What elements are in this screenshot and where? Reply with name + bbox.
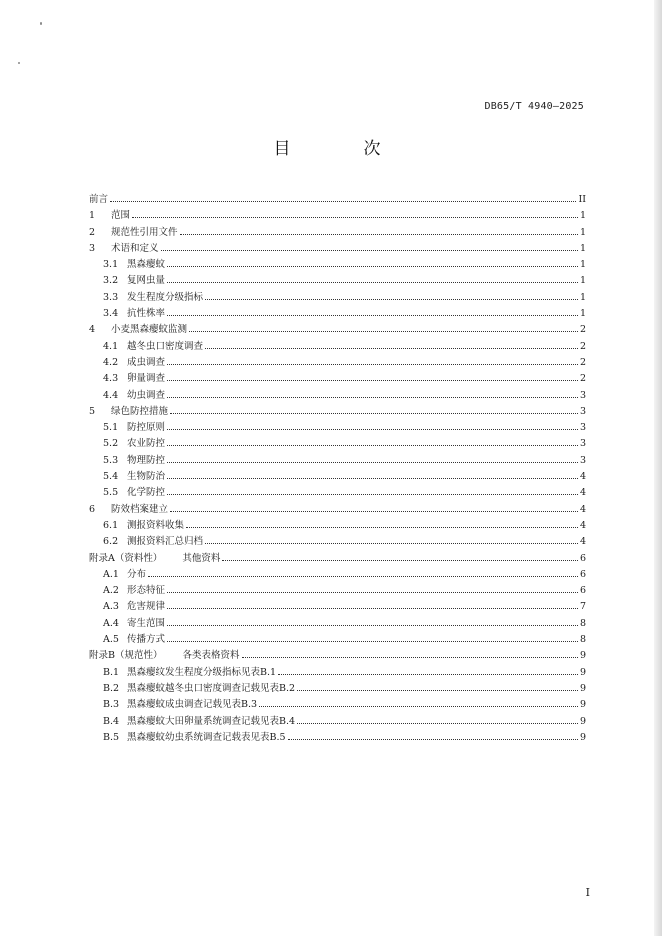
toc-entry[interactable] (89, 258, 586, 274)
toc-page-number: 3 (579, 454, 586, 466)
toc-entry-label: 生物防治 (127, 471, 166, 483)
toc-entry-number: 4 (89, 324, 96, 336)
toc-leader-dots (278, 666, 578, 675)
toc-page-number: 4 (579, 487, 586, 499)
toc-entry-label: 前言 (89, 194, 109, 205)
toc-page-number: 1 (579, 226, 586, 238)
toc-leader-dots (167, 389, 578, 398)
toc-page-number: 1 (579, 275, 586, 287)
toc-entry[interactable] (89, 356, 586, 372)
toc-entry[interactable] (89, 307, 586, 323)
toc-leader-dots (167, 617, 578, 626)
toc-entry-number: 6.2 (103, 536, 119, 548)
toc-entry-number: A.1 (103, 568, 119, 580)
scan-speck (18, 62, 20, 64)
toc-entry-label: 防效档案建立 (111, 503, 169, 515)
toc-page-number: 4 (579, 519, 586, 531)
toc-page-number: 9 (579, 682, 586, 694)
toc-entry-number: 5.5 (103, 487, 119, 499)
toc-leader-dots (148, 568, 578, 577)
toc-entry-number: 5.4 (103, 471, 119, 483)
toc-entry[interactable] (89, 698, 586, 714)
toc-page-number: 4 (579, 503, 586, 515)
toc-page-number: 1 (579, 210, 586, 222)
toc-entry-label: 绿色防控措施 (111, 405, 169, 417)
toc-entry[interactable] (89, 600, 586, 616)
toc-entry-label: 寄生范围 (127, 617, 166, 629)
toc-page-number: 9 (579, 650, 586, 662)
toc-entry-label: 化学防控 (127, 487, 166, 499)
toc-leader-dots (297, 682, 578, 691)
toc-page-number: 1 (579, 291, 586, 303)
toc-entry-label: 其他资料 (182, 552, 221, 564)
toc-entry-label: 越冬虫口密度调查 (127, 340, 204, 352)
toc-leader-dots (167, 454, 578, 463)
toc-entry-number: B.3 (103, 699, 120, 711)
toc-leader-dots (297, 715, 578, 724)
toc-page-number: 9 (579, 666, 586, 678)
toc-page-number: 6 (579, 552, 586, 564)
toc-entry[interactable] (89, 405, 586, 421)
toc-entry[interactable] (89, 666, 586, 682)
toc-entry[interactable] (89, 421, 586, 437)
toc-entry-label: 防控原则 (127, 422, 166, 434)
toc-entry[interactable] (89, 340, 586, 356)
toc-entry-label: 卵量调查 (127, 373, 166, 385)
toc-entry-number: 3.3 (103, 291, 119, 303)
toc-entry-label: 各类表格资料 (182, 650, 240, 662)
toc-entry-label: 发生程度分级指标 (127, 291, 204, 303)
toc-entry-label: 成虫调查 (127, 356, 166, 368)
toc-entry-label: 复网虫量 (127, 275, 166, 287)
toc-entry-number: 4.1 (103, 340, 119, 352)
toc-page-number: 9 (579, 731, 586, 743)
toc-leader-dots (222, 552, 578, 561)
toc-entry[interactable] (89, 209, 586, 225)
toc-title: 目 次 (273, 139, 409, 159)
toc-entry[interactable] (89, 437, 586, 453)
toc-entry-number: 3 (89, 242, 96, 254)
toc-entry-label: 黑森瘿蚊越冬虫口密度调查记载见表B.2 (127, 682, 296, 694)
toc-leader-dots (161, 242, 578, 251)
toc-entry[interactable] (89, 242, 586, 258)
toc-entry[interactable] (89, 193, 586, 209)
toc-entry[interactable] (89, 682, 586, 698)
toc-entry-number: B.5 (103, 731, 120, 743)
toc-page-number: 4 (579, 471, 586, 483)
toc-entry[interactable] (89, 584, 586, 600)
toc-leader-dots (167, 258, 578, 267)
toc-page-number: 6 (579, 585, 586, 597)
toc-leader-dots (167, 274, 578, 283)
toc-leader-dots (186, 519, 578, 528)
toc-entry-number: A.2 (103, 585, 119, 597)
toc-leader-dots (288, 731, 578, 740)
toc-page-number: 1 (579, 259, 586, 271)
toc-appendix-label: 附录A（资料性） (89, 552, 163, 564)
toc-entry-number: 3.1 (103, 259, 119, 271)
toc-entry-number: 3.2 (103, 275, 119, 287)
toc-entry-label: 黑森瘿蚊成虫调查记载见表B.3 (127, 699, 258, 711)
toc-page-number: 2 (579, 324, 586, 336)
toc-entry-number: 4.3 (103, 373, 119, 385)
toc-page-number: 2 (579, 340, 586, 352)
toc-entry[interactable] (89, 633, 586, 649)
toc-leader-dots (167, 600, 578, 609)
toc-entry[interactable] (89, 552, 586, 568)
toc-entry-label: 黑森瘿纹发生程度分级指标见表B.1 (127, 666, 277, 678)
toc-leader-dots (242, 649, 578, 658)
toc-entry-number: 3.4 (103, 308, 119, 320)
toc-entry[interactable] (89, 274, 586, 290)
toc-entry[interactable] (89, 731, 586, 747)
toc-leader-dots (180, 226, 578, 235)
toc-page-number: 8 (579, 634, 586, 646)
toc-leader-dots (167, 356, 578, 365)
toc-entry-label: 黑森瘿蚊 (127, 259, 166, 271)
toc-entry[interactable] (89, 649, 586, 665)
toc-page-number: 7 (579, 601, 586, 613)
toc-entry-number: 2 (89, 226, 96, 238)
toc-entry-label: 危害规律 (127, 601, 166, 613)
toc-entry-label: 抗性株率 (127, 308, 166, 320)
toc-leader-dots (167, 372, 578, 381)
toc-page-number: 9 (579, 715, 586, 727)
toc-entry-label: 形态特征 (127, 585, 166, 597)
toc-leader-dots (189, 323, 578, 332)
toc-leader-dots (167, 421, 578, 430)
toc-entry-number: 4.4 (103, 389, 119, 401)
toc-entry-number: B.2 (103, 682, 120, 694)
toc-entry-label: 物理防控 (127, 454, 166, 466)
toc-entry[interactable] (89, 323, 586, 339)
toc-entry-number: 4.2 (103, 356, 119, 368)
toc-page-number: 2 (579, 356, 586, 368)
toc-entry-number: 5.3 (103, 454, 119, 466)
toc-page-number: 9 (579, 699, 586, 711)
toc-entry-label: 术语和定义 (111, 242, 159, 254)
toc-leader-dots (259, 698, 578, 707)
toc-page-number: 1 (579, 308, 586, 320)
toc-leader-dots (110, 193, 576, 202)
toc-page-number: II (578, 194, 586, 205)
toc-entry[interactable] (89, 291, 586, 307)
toc-page-number: 3 (579, 389, 586, 401)
toc-entry-number: 6 (89, 503, 96, 515)
toc-leader-dots (167, 486, 578, 495)
toc-entry-label: 黑森瘿蚊大田卵量系统调查记载见表B.4 (127, 715, 296, 727)
toc-entry-number: 5.2 (103, 438, 119, 450)
page-number: I (585, 886, 590, 899)
toc-leader-dots (167, 470, 578, 479)
toc-entry-number: A.3 (103, 601, 119, 613)
toc-leader-dots (167, 584, 578, 593)
toc-entry-label: 幼虫调查 (127, 389, 166, 401)
toc-entry-label: 分布 (127, 568, 147, 580)
toc-page-number: 3 (579, 422, 586, 434)
toc-entry-number: A.4 (103, 617, 119, 629)
toc-entry[interactable] (89, 454, 586, 470)
toc-entry-label: 测报资料汇总归档 (127, 536, 204, 548)
toc-entry[interactable] (89, 226, 586, 242)
toc-page-number: 3 (579, 405, 586, 417)
toc-page-number: 1 (579, 242, 586, 254)
toc-leader-dots (167, 437, 578, 446)
toc-entry[interactable] (89, 486, 586, 502)
toc-entry-number: 1 (89, 210, 96, 222)
toc-leader-dots (167, 633, 578, 642)
toc-leader-dots (205, 340, 578, 349)
toc-page-number: 2 (579, 373, 586, 385)
toc-leader-dots (167, 307, 578, 316)
table-of-contents (89, 193, 586, 747)
toc-appendix-label: 附录B（规范性） (89, 650, 163, 662)
toc-entry[interactable] (89, 715, 586, 731)
toc-leader-dots (132, 209, 578, 218)
toc-entry[interactable] (89, 519, 586, 535)
toc-entry[interactable] (89, 535, 586, 551)
toc-entry-number: A.5 (103, 634, 119, 646)
toc-page-number: 8 (579, 617, 586, 629)
toc-entry[interactable] (89, 389, 586, 405)
document-code: DB65/T 4940—2025 (484, 101, 584, 112)
scan-speck (40, 22, 42, 25)
toc-leader-dots (205, 291, 578, 300)
toc-entry-number: 5 (89, 405, 96, 417)
toc-entry-label: 范围 (111, 210, 131, 222)
toc-page-number: 6 (579, 568, 586, 580)
toc-entry-number: 5.1 (103, 422, 119, 434)
toc-leader-dots (170, 503, 578, 512)
toc-entry-number: B.1 (103, 666, 120, 678)
toc-entry-label: 小麦黑森瘿蚊监测 (111, 324, 188, 336)
toc-entry-label: 规范性引用文件 (111, 226, 178, 238)
toc-page-number: 4 (579, 536, 586, 548)
toc-entry[interactable] (89, 470, 586, 486)
toc-entry[interactable] (89, 372, 586, 388)
toc-page-number: 3 (579, 438, 586, 450)
toc-leader-dots (205, 535, 578, 544)
toc-entry[interactable] (89, 503, 586, 519)
toc-entry-label: 测报资料收集 (127, 519, 185, 531)
toc-entry[interactable] (89, 568, 586, 584)
toc-entry-number: 6.1 (103, 519, 119, 531)
toc-entry-label: 农业防控 (127, 438, 166, 450)
toc-entry-label: 传播方式 (127, 634, 166, 646)
toc-entry-label: 黑森瘿蚊幼虫系统调查记载表见表B.5 (127, 731, 286, 743)
toc-entry[interactable] (89, 617, 586, 633)
toc-entry-number: B.4 (103, 715, 120, 727)
toc-leader-dots (170, 405, 578, 414)
